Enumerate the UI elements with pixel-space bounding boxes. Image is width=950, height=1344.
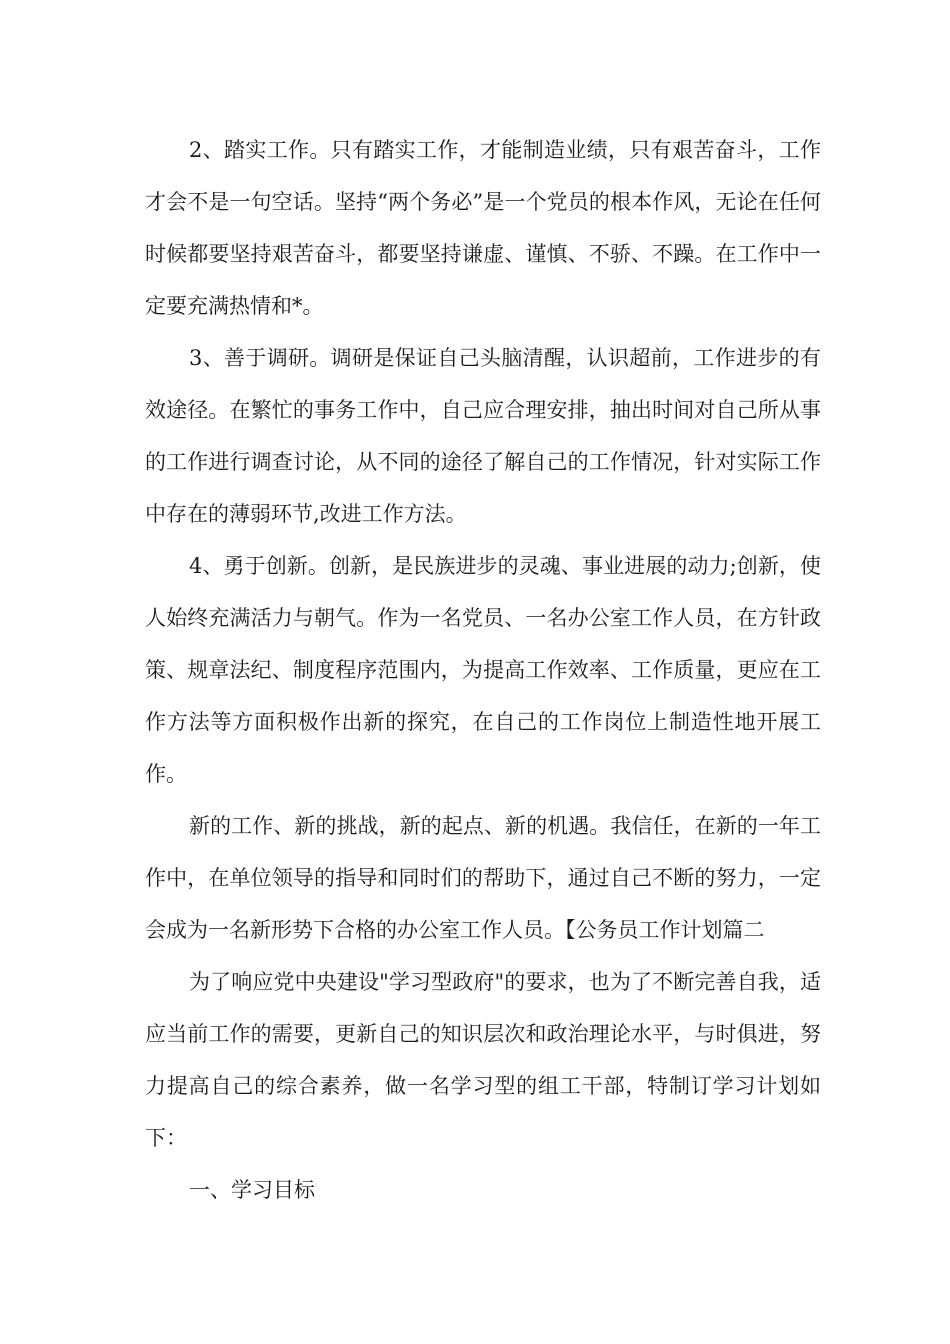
paragraph-diligent-work: 2、踏实工作。只有踏实工作，才能制造业绩，只有艰苦奋斗，工作才会不是一句空话。坚持“两个务必”是一个党员的根本作风，无论在任何时候都要坚持艰苦奋斗，都要坚持谦虚、谨慎、不骄、不躁。在工作中一定要充满热情和*。 — [145, 138, 821, 318]
paragraph-study-plan-intro: 为了响应党中央建设"学习型政府"的要求，也为了不断完善自我，适应当前工作的需要，更新自己的知识层次和政治理论水平，与时俱进，努力提高自己的综合素养，做一名学习型的组工干部，特制订学习计划如下： — [145, 970, 821, 1150]
document-page — [145, 124, 821, 1216]
paragraph-new-challenges: 新的工作、新的挑战，新的起点、新的机遇。我信任，在新的一年工作中，在单位领导的指导和同时们的帮助下，通过自己不断的努力，一定会成为一名新形势下合格的办公室工作人员。【公务员工作计划篇二 — [145, 814, 821, 942]
paragraph-innovation: 4、勇于创新。创新，是民族进步的灵魂、事业进展的动力;创新，使人始终充满活力与朝气。作为一名党员、一名办公室工作人员，在方针政策、规章法纪、制度程序范围内，为提高工作效率、工作质量，更应在工作方法等方面积极作出新的探究，在自己的工作岗位上制造性地开展工作。 — [145, 554, 821, 786]
section-heading-study-goals: 一、学习目标 — [189, 1178, 315, 1202]
paragraph-research: 3、善于调研。调研是保证自己头脑清醒，认识超前，工作进步的有效途径。在繁忙的事务工作中，自己应合理安排，抽出时间对自己所从事的工作进行调查讨论，从不同的途径了解自己的工作情况，针对实际工作中存在的薄弱环节,改进工作方法。 — [145, 346, 821, 526]
